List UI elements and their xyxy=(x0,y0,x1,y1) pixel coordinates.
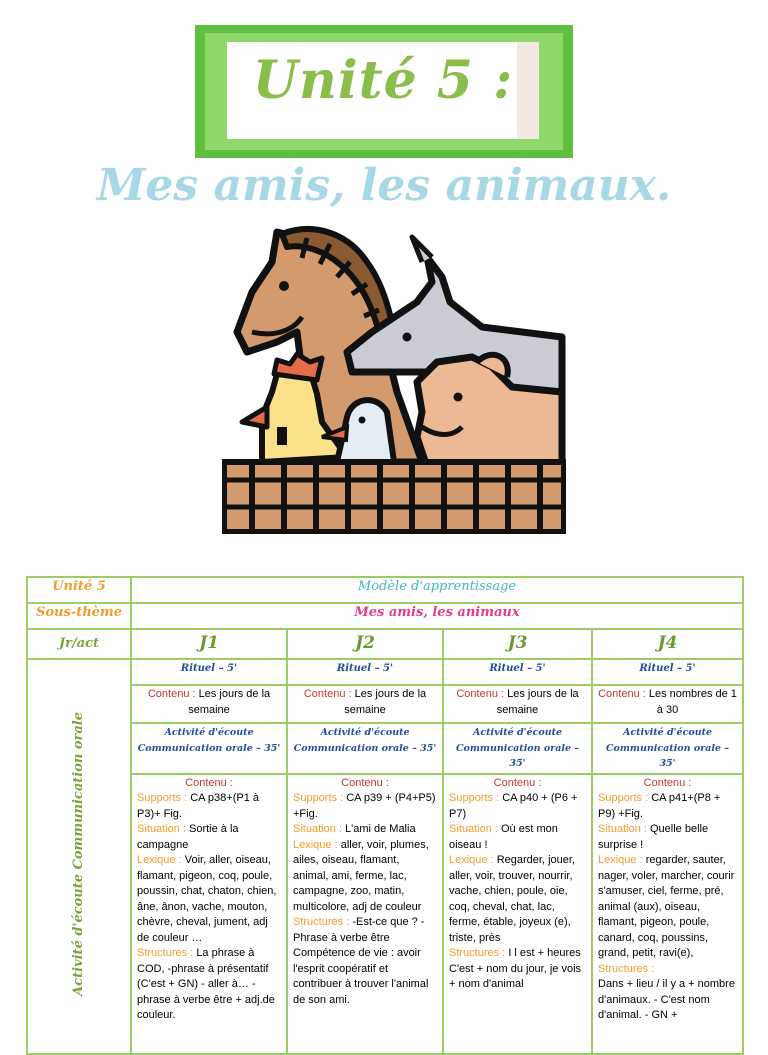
supports-label: Supports : xyxy=(293,792,344,804)
activity-title-j1 xyxy=(131,723,287,774)
activity-title-line2: Communication orale – 35' xyxy=(293,742,437,754)
activity-title-j4 xyxy=(592,723,743,774)
contenu-heading: Contenu : xyxy=(493,776,542,789)
lexique-text: aller, voir, plumes, ailes, oiseau, flamant, animal, ami, ferme, lac, campagne, zoo, matin, multicolore, adj de couleur xyxy=(293,838,429,913)
supports-label: Supports : xyxy=(137,792,188,804)
rituel-content-j1 xyxy=(131,685,287,723)
lexique-text: Voir, aller, oiseau, flamant, pigeon, coq, poule, poussin, chat, chaton, chien, âne, ânon, vache, mouton, chèvre, cheval, jument, adj de couleur … xyxy=(137,854,277,944)
page-title: Unité 5 : xyxy=(252,50,514,111)
activity-title-line2: Communication orale – 35' xyxy=(605,742,730,769)
table-row xyxy=(27,685,743,723)
supports-text: CA p40 + (P6 + P7) xyxy=(449,792,578,820)
activity-content-j2 xyxy=(287,774,443,1054)
situation-text: Où est mon oiseau ! xyxy=(449,823,558,851)
structures-label: Structures : xyxy=(449,947,506,959)
situation-text: Quelle belle surprise ! xyxy=(598,823,709,851)
activity-content-j4 xyxy=(592,774,743,1054)
contenu-heading: Contenu : xyxy=(185,776,233,789)
rituel-content-text: Les jours de la semaine xyxy=(496,688,579,716)
table-row xyxy=(27,629,743,659)
side-label-cell xyxy=(27,659,131,1054)
contenu-label: Contenu : xyxy=(456,688,505,700)
lexique-label: Lexique : xyxy=(137,854,182,866)
lexique-text: regarder, sauter, nager, voler, marcher, courir s'amuser, ciel, ferme, pré, animal (aux), oiseau, flamant, pigeon, poule, canard, coq, poussins, grand, petit, ravi(e), xyxy=(598,854,735,959)
rituel-j4: Rituel – 5' xyxy=(592,659,743,685)
subtheme-label-cell: Sous-thème xyxy=(27,603,131,629)
model-cell: Modèle d'apprentissage xyxy=(131,577,743,603)
farm-animals-illustration xyxy=(222,222,566,534)
title-banner xyxy=(195,25,573,158)
activity-title-line1: Activité d'écoute xyxy=(622,727,713,738)
table-row xyxy=(27,577,743,603)
table-row xyxy=(27,603,743,629)
rituel-j1: Rituel – 5' xyxy=(131,659,287,685)
rituel-content-text: Les jours de la semaine xyxy=(188,688,271,716)
situation-label: Situation : xyxy=(598,823,647,835)
table-row xyxy=(27,723,743,774)
activity-title-j3 xyxy=(443,723,592,774)
rituel-content-text: Les nombres de 1 à 30 xyxy=(648,688,737,716)
situation-text: Sortie à la campagne xyxy=(137,823,239,851)
activity-title-line1: Activité d'écoute xyxy=(472,727,563,738)
table-row xyxy=(27,774,743,1054)
title-banner-inner xyxy=(227,42,539,139)
supports-text: CA p41+(P8 + P9) +Fig. xyxy=(598,792,721,820)
supports-label: Supports : xyxy=(449,792,500,804)
contenu-label: Contenu : xyxy=(147,688,196,700)
fence-icon xyxy=(224,462,564,532)
structures-text: -Est-ce que ? - Phrase à verbe être Compétence de vie : avoir l'esprit coopératif et contribuer à trouver l'animal de son ami. xyxy=(293,916,429,1006)
contenu-label: Contenu : xyxy=(598,688,646,700)
activity-title-line2: Communication orale – 35' xyxy=(137,742,281,754)
supports-text: CA p38+(P1 à P3)+ Fig. xyxy=(137,792,260,820)
lexique-label: Lexique : xyxy=(598,854,643,866)
activity-content-j3 xyxy=(443,774,592,1054)
activity-content-j1 xyxy=(131,774,287,1054)
structures-text: I l est + heures C'est + nom du jour, je vois + nom d'animal xyxy=(449,947,582,990)
activity-title-line1: Activité d'écoute xyxy=(164,727,254,738)
situation-label: Situation : xyxy=(293,823,342,835)
rituel-j2: Rituel – 5' xyxy=(287,659,443,685)
contenu-heading: Contenu : xyxy=(341,776,389,789)
lexique-label: Lexique : xyxy=(449,854,494,866)
day-header-j2: J2 xyxy=(287,629,443,659)
day-header-j3: J3 xyxy=(443,629,592,659)
activity-title-j2 xyxy=(287,723,443,774)
structures-text: Dans + lieu / il y a + nombre d'animaux. - C'est nom d'animal. - GN + xyxy=(598,978,735,1021)
day-activity-label-cell: Jr/act xyxy=(27,629,131,659)
day-header-j4: J4 xyxy=(592,629,743,659)
rituel-j3: Rituel – 5' xyxy=(443,659,592,685)
rituel-content-j4 xyxy=(592,685,743,723)
side-label: Activité d'écoute Communication orale xyxy=(71,711,87,996)
lesson-plan-table xyxy=(26,576,744,1055)
activity-title-line2: Communication orale – 35' xyxy=(455,742,580,769)
structures-label: Structures : xyxy=(293,916,350,928)
structures-label: Structures : xyxy=(137,947,194,959)
day-header-j1: J1 xyxy=(131,629,287,659)
situation-text: L'ami de Malia xyxy=(344,823,416,835)
structures-text: La phrase à COD, -phrase à présentatif (C'est + GN) - aller à… - phrase à verbe être + adj.de couleur. xyxy=(137,947,275,1021)
table-row xyxy=(27,659,743,685)
rituel-content-j2 xyxy=(287,685,443,723)
supports-label: Supports : xyxy=(598,792,649,804)
contenu-label: Contenu : xyxy=(303,688,352,700)
unit-label-cell: Unité 5 xyxy=(27,577,131,603)
page-subtitle: Mes amis, les animaux. xyxy=(96,160,672,211)
structures-label: Structures : xyxy=(598,962,655,975)
lexique-text: Regarder, jouer, aller, voir, trouver, nourrir, vache, chien, poule, oie, coq, cheval, chat, lac, ferme, étable, joyeux (e), triste, près xyxy=(449,854,575,944)
rituel-content-text: Les jours de la semaine xyxy=(344,688,427,716)
situation-label: Situation : xyxy=(449,823,498,835)
rituel-content-j3 xyxy=(443,685,592,723)
lexique-label: Lexique : xyxy=(293,838,338,851)
subtheme-value-cell: Mes amis, les animaux xyxy=(131,603,743,629)
activity-title-line1: Activité d'écoute xyxy=(320,727,410,738)
supports-text: CA p39 + (P4+P5) +Fig. xyxy=(293,792,436,820)
situation-label: Situation : xyxy=(137,823,186,835)
contenu-heading: Contenu : xyxy=(643,776,692,789)
